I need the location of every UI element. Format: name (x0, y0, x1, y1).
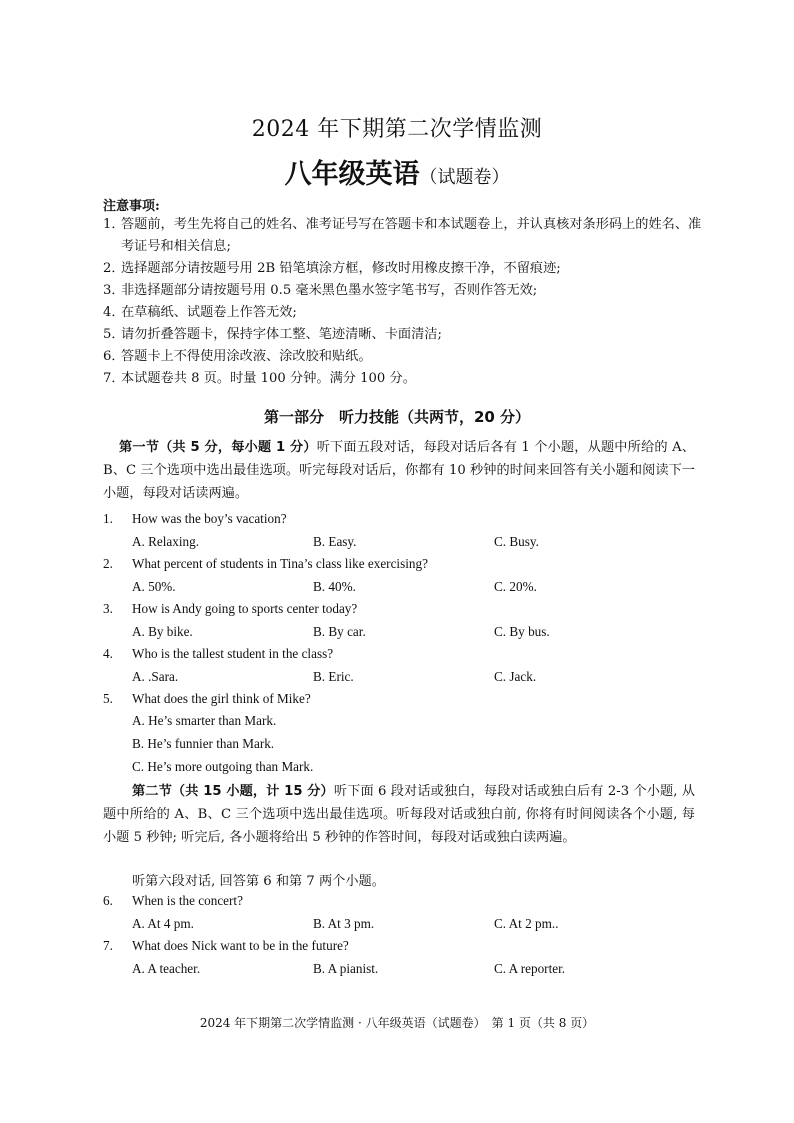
section1-instructions (103, 436, 695, 505)
question-number: 2. (103, 556, 113, 571)
option-b: B. Eric. (313, 669, 354, 684)
notice-item-text: 答题卡上不得使用涂改液、涂改胶和贴纸。 (121, 349, 372, 364)
notice-item-number: 2． (103, 261, 125, 276)
option-c: C. He’s more outgoing than Mark. (132, 759, 314, 774)
question-number: 5. (103, 691, 113, 706)
notice-item (103, 368, 703, 390)
option-c: C. 20%. (494, 579, 537, 594)
question-7-options (132, 961, 692, 979)
notice-item-number: 5． (103, 327, 125, 342)
section1-text: 听下面五段对话，每段对话后各有 1 个小题，从题中所给的 A、B、C 三个选项中选出最佳选项。听完每段对话后，你都有 10 秒钟的时间来回答有关小题和阅读下一小题，每段对话读两遍。 (103, 440, 695, 501)
section2-text: 听下面 6 段对话或独白，每段对话或独白后有 2-3 个小题, 从题中所给的 A、B、C 三个选项中选出最佳选项。听每段对话或独白前, 你将有时间阅读各个小题, 每小题 5 秒钟; 听完后, 各小题将给出 5 秒钟的作答时间，每段对话或独白读两遍。 (103, 784, 695, 845)
question-number: 6. (103, 893, 113, 908)
option-c: C. By bus. (494, 624, 550, 639)
question-text: What percent of students in Tina’s class like exercising? (132, 556, 428, 571)
question-text: When is the concert? (132, 893, 243, 908)
page-footer: 2024 年下期第二次学情监测 · 八年级英语（试题卷） 第 1 页（共 8 页） (199, 1016, 595, 1030)
option-a: A. A teacher. (132, 961, 201, 976)
notice-item-number: 6． (103, 349, 125, 364)
notice-heading: 注意事项: (103, 199, 160, 214)
question-number: 4. (103, 646, 113, 661)
option-b: B. He’s funnier than Mark. (132, 736, 275, 751)
question-number: 1. (103, 511, 113, 526)
option-b: B. Easy. (313, 534, 357, 549)
notice-item-text: 答题前，考生先将自己的姓名、准考证号写在答题卡和本试题卷上，并认真核对条形码上的姓名、准考证号和相关信息; (121, 217, 702, 254)
question-2-options (132, 579, 692, 597)
option-a: A. Relaxing. (132, 534, 200, 549)
notice-item-text: 请勿折叠答题卡，保持字体工整、笔迹清晰、卡面清洁; (121, 327, 442, 342)
question-number: 7. (103, 938, 113, 953)
option-a: A. 50%. (132, 579, 176, 594)
question-text: Who is the tallest student in the class? (132, 646, 334, 661)
section1-heading: 第一节（共 5 分，每小题 1 分） (119, 440, 317, 455)
notice-item-number: 7． (103, 371, 125, 386)
notice-item-text: 选择题部分请按题号用 2B 铅笔填涂方框，修改时用橡皮擦干净，不留痕迹; (121, 261, 561, 276)
option-b: B. 40%. (313, 579, 356, 594)
question-1-options (132, 534, 692, 552)
option-b: B. A pianist. (313, 961, 379, 976)
notice-item (103, 324, 703, 346)
notice-list (103, 214, 703, 390)
question-6-options (132, 916, 692, 934)
notice-item-text: 非选择题部分请按题号用 0.5 毫米黑色墨水签字笔书写，否则作答无效; (121, 283, 538, 298)
notice-item-text: 在草稿纸、试题卷上作答无效; (121, 305, 297, 320)
notice-item-number: 1． (103, 217, 125, 232)
option-b: B. At 3 pm. (313, 916, 375, 931)
subject-name: 八年级英语 (284, 159, 420, 190)
notice-item-text: 本试题卷共 8 页。时量 100 分钟。满分 100 分。 (121, 371, 416, 386)
option-a: A. .Sara. (132, 669, 179, 684)
notice-item (103, 346, 703, 368)
notice-item (103, 302, 703, 324)
subject-title (0, 152, 794, 191)
part-title: 第一部分 听力技能（共两节，20 分） (263, 408, 531, 426)
question-text: What does Nick want to be in the future? (132, 938, 349, 953)
option-a: A. At 4 pm. (132, 916, 194, 931)
question-number: 3. (103, 601, 113, 616)
option-c: C. At 2 pm.. (494, 916, 559, 931)
question-text: How is Andy going to sports center today? (132, 601, 358, 616)
option-c: C. Jack. (494, 669, 537, 684)
notice-item (103, 280, 703, 302)
option-c: C. A reporter. (494, 961, 566, 976)
notice-item-number: 4． (103, 305, 125, 320)
question-3-options (132, 624, 692, 642)
notice-item-number: 3． (103, 283, 125, 298)
option-a: A. By bike. (132, 624, 193, 639)
subject-subtitle: （试题卷） (419, 167, 510, 188)
question-text: How was the boy’s vacation? (132, 511, 287, 526)
question-text: What does the girl think of Mike? (132, 691, 311, 706)
option-b: B. By car. (313, 624, 366, 639)
exam-title: 2024 年下期第二次学情监测 (251, 117, 543, 142)
option-a: A. He’s smarter than Mark. (132, 713, 277, 728)
section2-instructions (103, 780, 695, 849)
notice-item (103, 258, 703, 280)
question-4-options (132, 669, 692, 687)
section2-heading: 第二节（共 15 小题，计 15 分） (132, 784, 334, 799)
option-c: C. Busy. (494, 534, 539, 549)
notice-item (103, 214, 703, 258)
dialog6-instruction: 听第六段对话, 回答第 6 和第 7 两个小题。 (132, 874, 385, 889)
